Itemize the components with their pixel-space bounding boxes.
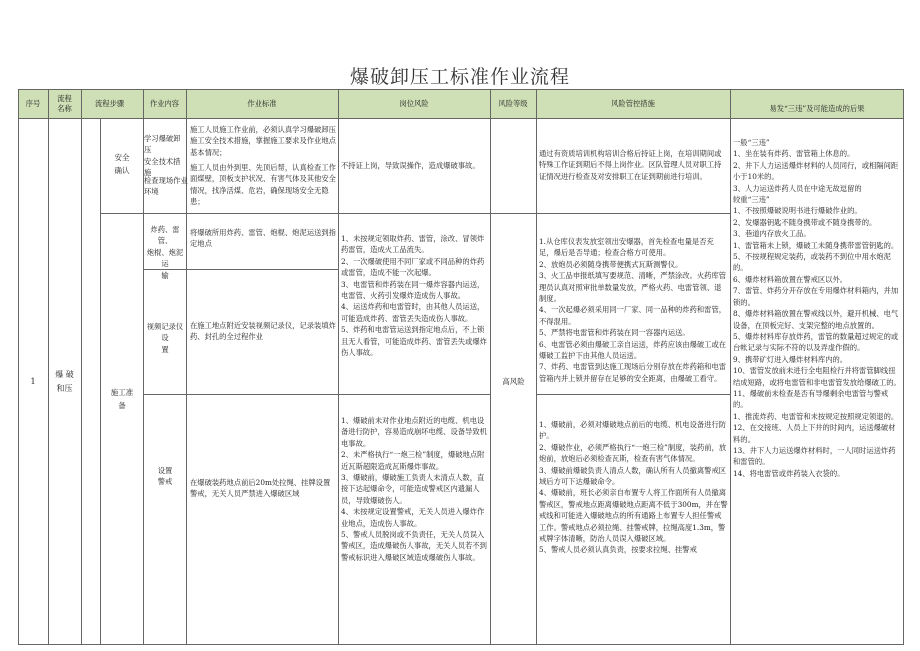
standard-inspect: 施工人员由外到里、先顶后帮，认真检查工作面煤壁，顶板支护状况、有害气体及其他安全情况，找净活煤、危岩，确保现场安全无隐患；	[190, 163, 336, 207]
row-process-name: 爆 破 和压	[55, 369, 74, 393]
risk-warning: 1、爆破前未对作业地点附近的电缆、机电设备进行防护，容易造成崩坏电缆、设备导致机电事故。 2、未严格执行“一炮三检”制度，爆破地点附近瓦斯超限造成瓦斯爆炸事故。 3、爆破前，爆破施工负责人未清点人数，直接下达起爆命令，可能造成警戒区内遗漏人员，导致爆破伤人。 4、未按规定设置警戒，无关人员进入爆炸作业地点，造成伤人事故。 5、警戒人员脱岗或不负责任，无关人员误入警戒区，造成爆破伤人事故，无关人员若不到警戒标识进入爆破区域造成爆破伤人事故。	[341, 416, 487, 562]
header-process-name: 流程 名称	[57, 93, 72, 113]
risk-safety: 不持证上岗，导致误操作，造成爆破事故。	[341, 161, 480, 170]
header-risk: 岗位风险	[399, 98, 429, 108]
header-control: 风险管控措施	[611, 98, 655, 108]
control-safety: 通过有资质培训机构培训合格后持证上岗，在培训期间或特殊工作证到期后不得上岗作业。区队管理人员对职工持证情况进行检查及对安排职工在证到期前进行培训。	[539, 149, 722, 181]
standard-learn: 施工人员施工作业前，必须认真学习爆破卸压施工安全技术措施，掌握施工要求及作业地点基本情况；	[190, 125, 336, 157]
violations-list: 一般“三违” 1、坐在装有炸药、雷管箱上休息的。 2、井下人力运送爆炸材料的人员同行，或相隔间距小于10米的。 3、人力运送炸药人员在中途无故逗留的 较重“三违” 1、不按照爆破说明书进行爆破作业的。 2、发爆器钥匙不随身携带或不随身携带的。 3、巷道内存放火工品。 1、雷管箱未上锁，爆破工未随身携带雷管钥匙的。 5、不按规程规定装药，或装药不到位中用水炮泥的。 6、爆炸材料箱放置在警戒区以外。 7、雷管、炸药分开存放在专用爆炸材料箱内，并加锁的。 8、爆炸材料箱放置在警戒线以外，避开机械、电气设备，在顶板完好、支架完整的地点放置的。 5、爆炸材料库存放炸药，雷管的数量超过规定的或台帐记录与实际不符的以及弄虚作假的。 9、携带矿灯进入爆炸材料库内的。 10、雷管发放前未进行全电阻检行并将雷管脚线扭结成短路，或将电雷管和非电雷管发放给爆破工的。 11、爆破前未检查是否有导爆剩余电雷管与警戒的。 1、推流炸药、电雷管和未按规定按照规定领退的。 12、在交接班、人员上下井的时间内，运送爆破材料的。 13、井下人力运送爆炸材料时，一人同时运送炸药和雷管的。 14、将电雷管或炸药装入衣袋的。	[733, 138, 901, 478]
step-construction-prep: 施工准 备	[110, 388, 134, 410]
header-risk-level: 风险等级	[498, 98, 528, 108]
header-content: 作业内容	[149, 98, 180, 108]
control-warning: 1、爆破前，必须对爆破地点前后的电缆、机电设备进行防护。 2、爆破作业，必须严格执行“一炮三检”制度，装药前，放炮前，放炮后必须检查瓦斯，检查有害气体情况。 3、爆破前爆破负责人清点人数，确认所有人员撤离警戒区域后方可下达爆破命令。 4、爆破前，班长必须亲自布置专人将工作面所有人员撤离警戒区，警戒地点距离爆破地点距离不低于300m，并在警戒线和可能进入爆破地点的所有通路上布置专人担任警戒工作。警戒地点必须拉绳、挂警戒牌，拉绳高度1.3m，警戒牌字体清晰，防治人员误入爆破区域。 5、警戒人员必须认真负责，按要求拉绳、挂警戒	[539, 420, 728, 555]
standard-transport: 将爆破所用炸药、雷管、炮棍、炮泥运送到指定地点	[190, 228, 336, 249]
content-warning: 设置 警戒	[157, 466, 173, 487]
risk-level: 高风险	[502, 376, 525, 386]
header-standard: 作业标准	[247, 98, 277, 108]
standard-video: 在施工地点附近安装视频记录仪，记录装填炸药、封孔的全过程作业	[190, 321, 336, 342]
control-transport: 1.从仓库仪表发放室领出安爆器，首先检查电量是否充足，爆后是否导通；检查合格方可使用。 2、放炮员必须随身携带便携式瓦斯测警仪。 3、火工品申报纸填写要规范、清晰，严禁涂改。火药库管理员认真对照审批单数量发放，严格火药、电雷管领、退制度。 4、一次起爆必须采用同一厂家、同一品种的炸药和雷管，不得混用。 5、严禁将电雷管和炸药装在同一容器内运送。 6、电雷管必须由爆破工亲自运送，炸药应该由爆破工或在爆破工监护下由其他人员运送。 7、炸药、电雷管到达施工现场后分别存放在炸药箱和电雷管箱内并上锁并留存在足够的安全距离，由爆破工看守。	[539, 237, 727, 383]
row-seq: 1	[30, 376, 36, 386]
header-step: 流程步骤	[95, 98, 125, 108]
header-violations: 易发“三违”及可能造成的后果	[769, 104, 865, 113]
content-video: 视频记录仪设 置	[146, 322, 184, 354]
process-table	[18, 89, 904, 645]
page-title: 爆破卸压工标准作业流程	[349, 66, 570, 88]
risk-transport: 1、未按规定领取炸药、雷管，涂改、冒领炸药雷管，造成火工品流失。 2、一次爆破使用不同厂家或不同品种的炸药或雷管，造成不能一次起爆。 3、电雷管和炸药装在同一爆炸容器内运送，电雷管、火药引发爆炸造成伤人事故。 4、运送炸药和电雷管时，由其他人员运送，可能造成炸药、雷管丢失造成伤人事故。 5、炸药和电雷管运送到指定地点后，不上锁且无人看管，可能造成炸药、雷管丢失或爆炸伤人事故。	[341, 234, 487, 358]
content-learn: 学习爆破卸压 安全技术措施	[144, 134, 181, 178]
content-inspect: 检查现场作业 环境	[144, 176, 188, 197]
standard-warning: 在爆破装药地点前后20m处拉绳、挂牌设置警戒，无关人员严禁进入爆破区域	[190, 478, 331, 499]
header-seq: 序号	[25, 98, 41, 108]
step-safety-confirm: 安全 确认	[114, 153, 130, 175]
content-transport: 炸药、雷管、 炮棍、炮泥运 输	[146, 225, 184, 280]
